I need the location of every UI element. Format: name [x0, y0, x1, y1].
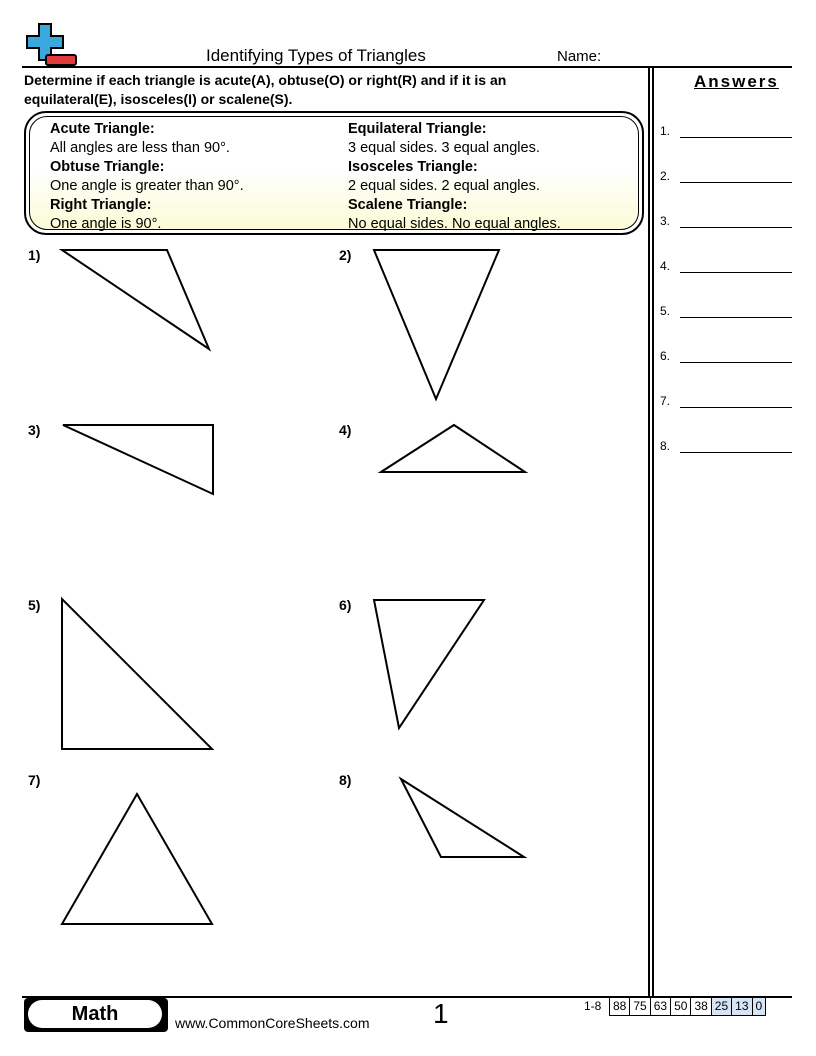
page-number: 1	[433, 998, 449, 1029]
definition-name: Acute Triangle:	[50, 121, 155, 137]
page-title: Identifying Types of Triangles	[206, 46, 426, 65]
triangle-4	[381, 425, 525, 472]
answer-blank[interactable]	[680, 272, 792, 273]
answer-blank[interactable]	[680, 182, 792, 183]
answer-row	[660, 124, 792, 144]
definition-desc: One angle is greater than 90°.	[50, 178, 244, 194]
score-cell: 75	[629, 998, 649, 1015]
name-label: Name:	[557, 48, 602, 65]
answer-row	[660, 169, 792, 189]
problem-number: 1)	[28, 247, 41, 263]
definition-desc: All angles are less than 90°.	[50, 140, 230, 156]
score-cell: 0	[752, 998, 766, 1015]
answer-number: 1.	[660, 124, 671, 138]
score-cell: 88	[613, 999, 627, 1013]
triangle-5	[62, 599, 212, 749]
answer-row	[660, 304, 792, 324]
triangle-8	[401, 779, 524, 857]
answer-number: 2.	[660, 169, 671, 183]
instructions-line-2: equilateral(E), isosceles(I) or scalene(S).	[24, 91, 293, 107]
answer-row	[660, 394, 792, 414]
problem-number: 6)	[339, 597, 352, 613]
problem-number: 5)	[28, 597, 41, 613]
answer-number: 7.	[660, 394, 671, 408]
score-cell: 25	[711, 998, 731, 1015]
definition-name: Right Triangle:	[50, 197, 152, 213]
answer-blank[interactable]	[680, 227, 792, 228]
answer-blank[interactable]	[680, 362, 792, 363]
definition-name: Obtuse Triangle:	[50, 159, 165, 175]
instructions-line-1: Determine if each triangle is acute(A), obtuse(O) or right(R) and if it is an	[24, 72, 507, 88]
answers-title: Answers	[694, 72, 779, 91]
definition-name: Isosceles Triangle:	[348, 159, 478, 175]
problem-number: 8)	[339, 772, 352, 788]
subject-label: Math	[28, 1000, 162, 1028]
score-table	[609, 997, 766, 1016]
problem-number: 2)	[339, 247, 352, 263]
answer-blank[interactable]	[680, 137, 792, 138]
answer-row	[660, 349, 792, 369]
answer-number: 5.	[660, 304, 671, 318]
score-cell: 38	[690, 998, 710, 1015]
answer-row	[660, 214, 792, 234]
score-cell: 50	[670, 998, 690, 1015]
definition-name: Equilateral Triangle:	[348, 121, 487, 137]
definition-desc: No equal sides. No equal angles.	[348, 216, 561, 232]
answer-blank[interactable]	[680, 407, 792, 408]
subject-badge	[24, 998, 168, 1032]
problem-number: 3)	[28, 422, 41, 438]
triangle-1	[62, 250, 209, 349]
problem-number: 4)	[339, 422, 352, 438]
triangle-6	[374, 600, 484, 728]
triangle-3	[63, 425, 213, 494]
score-cell: 63	[650, 998, 670, 1015]
triangle-7	[62, 794, 212, 924]
triangle-2	[374, 250, 499, 399]
site-url: www.CommonCoreSheets.com	[175, 1015, 370, 1031]
answer-number: 4.	[660, 259, 671, 273]
definition-desc: 2 equal sides. 2 equal angles.	[348, 178, 540, 194]
definition-desc: 3 equal sides. 3 equal angles.	[348, 140, 540, 156]
answer-number: 6.	[660, 349, 671, 363]
answer-row	[660, 439, 792, 459]
score-cell: 13	[731, 998, 751, 1015]
definition-desc: One angle is 90°.	[50, 216, 162, 232]
score-range-label: 1-8	[584, 999, 602, 1013]
answer-blank[interactable]	[680, 317, 792, 318]
answer-number: 8.	[660, 439, 671, 453]
answer-blank[interactable]	[680, 452, 792, 453]
answer-number: 3.	[660, 214, 671, 228]
definition-name: Scalene Triangle:	[348, 197, 468, 213]
answer-row	[660, 259, 792, 279]
problem-number: 7)	[28, 772, 41, 788]
